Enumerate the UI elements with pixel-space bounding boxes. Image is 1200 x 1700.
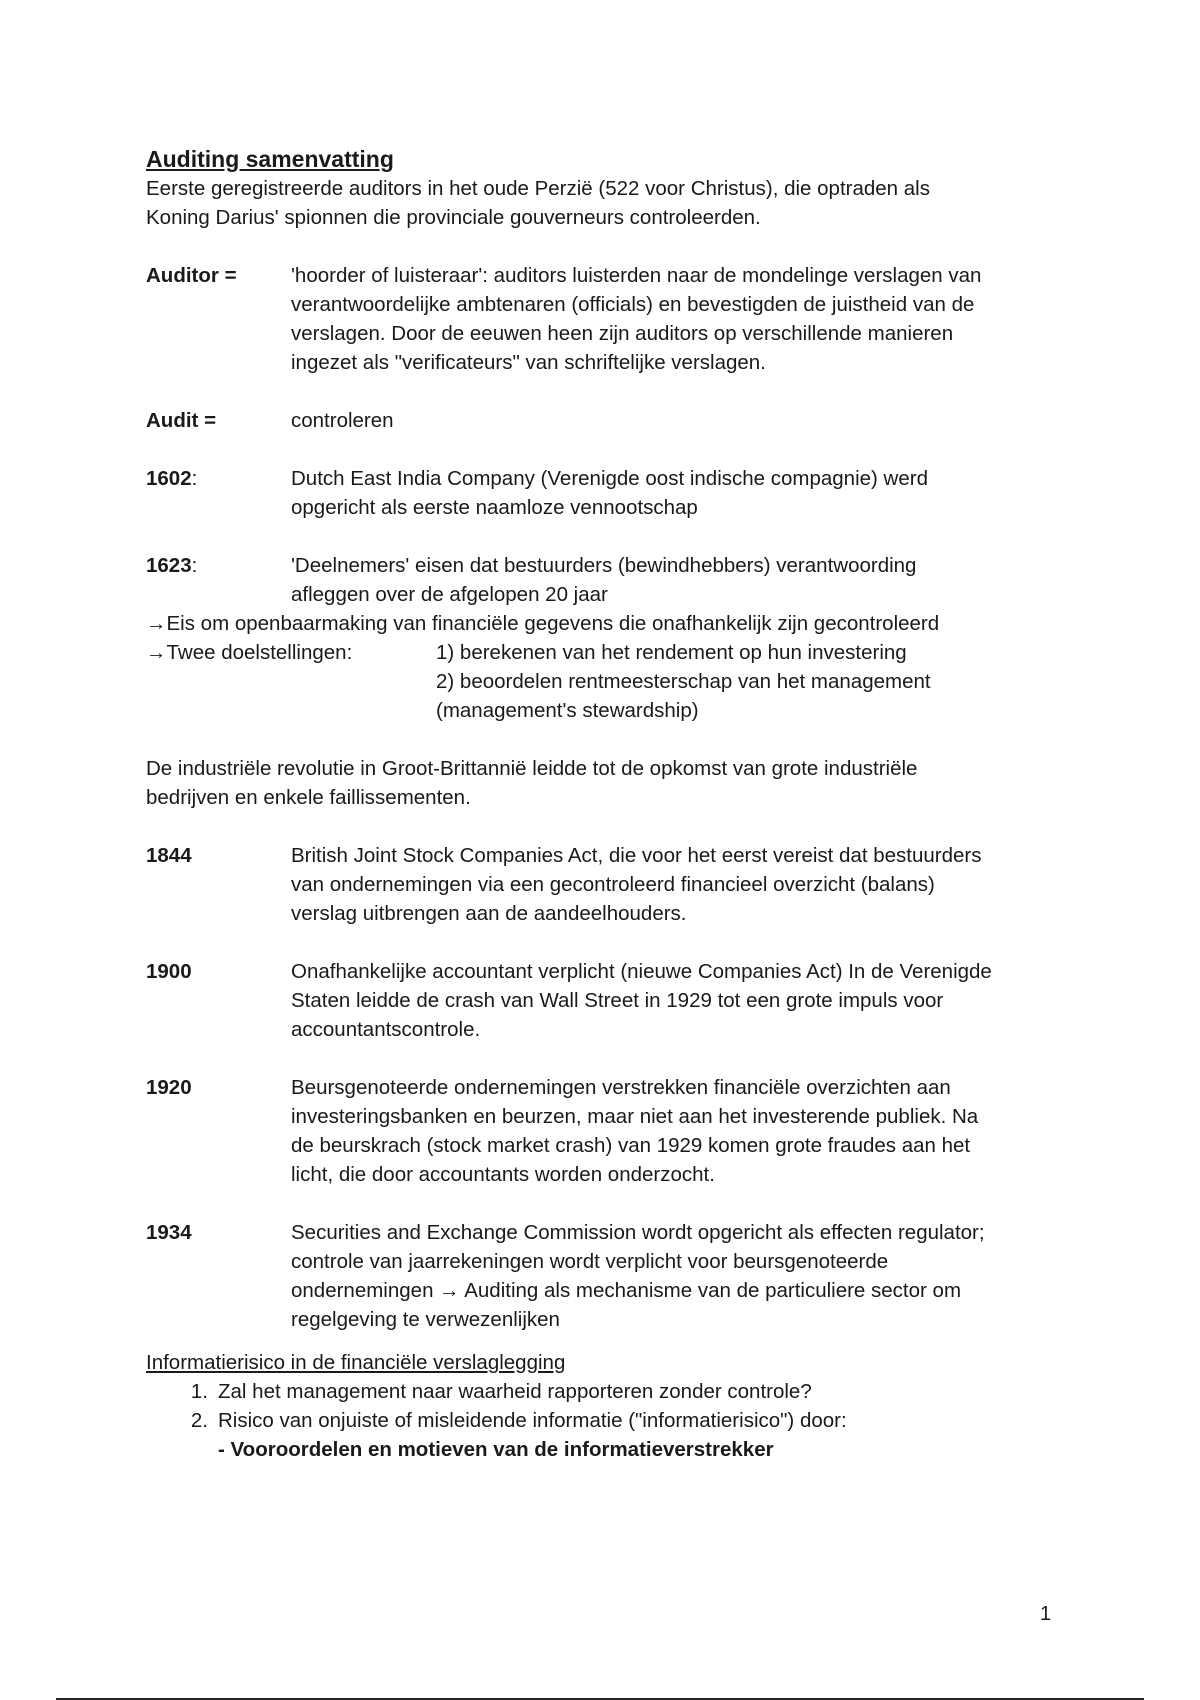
definition-term: Audit = [146,409,217,432]
timeline-entry-1623 [146,551,1066,609]
timeline-year: 1844 [146,844,192,867]
timeline-line: accountantscontrole. [291,1018,481,1041]
timeline-entry-1900 [146,957,1066,1044]
risk-section-heading: Informatierisico in de financiële verslaglegging [146,1351,566,1374]
timeline-line: ondernemingen → Auditing als mechanisme van de particuliere sector om [291,1279,962,1302]
timeline-entry-1934 [146,1218,1066,1334]
timeline-line: Onafhankelijke accountant verplicht (nieuwe Companies Act) In de Verenigde [291,960,992,983]
goal-item: (management's stewardship) [436,699,699,722]
definition-line: 'hoorder of luisteraar': auditors luisterden naar de mondelinge verslagen van [291,264,982,287]
definition-audit [146,406,1066,435]
timeline-text [291,1218,1066,1334]
goals-block [146,638,1066,725]
disclosure-arrow-line: →Eis om openbaarmaking van financiële gegevens die onafhankelijk zijn gecontroleerd [146,612,940,635]
goals-label: →Twee doelstellingen: [146,641,353,664]
timeline-line: Securities and Exchange Commission wordt opgericht als effecten regulator; [291,1221,985,1244]
definition-text: controleren [291,409,394,432]
timeline-line: Beursgenoteerde ondernemingen verstrekken financiële overzichten aan [291,1076,951,1099]
timeline-text [291,1073,1066,1189]
industrial-line-1: De industriële revolutie in Groot-Brittannië leidde tot de opkomst van grote industriële [146,757,918,780]
document-title: Auditing samenvatting [146,146,394,172]
definition-line: verslagen. Door de eeuwen heen zijn auditors op verschillende manieren [291,322,954,345]
intro-line-1: Eerste geregistreerde auditors in het oude Perzië (522 voor Christus), die optraden als [146,177,930,200]
list-item [146,1377,1066,1406]
timeline-year: 1934 [146,1221,192,1244]
timeline-line: investeringsbanken en beurzen, maar niet aan het investerende publiek. Na [291,1105,979,1128]
definition-line: ingezet als "verificateurs" van schriftelijke verslagen. [291,351,766,374]
timeline-line: opgericht als eerste naamloze vennootschap [291,496,698,519]
goals-list [436,638,1066,725]
timeline-year: 1920 [146,1076,192,1099]
timeline-line: 'Deelnemers' eisen dat bestuurders (bewindhebbers) verantwoording [291,554,917,577]
timeline-text [291,464,1066,522]
timeline-line: controle van jaarrekeningen wordt verplicht voor beursgenoteerde [291,1250,889,1273]
list-item-text: Zal het management naar waarheid rapporteren zonder controle? [218,1380,812,1403]
document-page [146,144,1066,1464]
definition-text [291,261,1066,377]
timeline-entry-1920 [146,1073,1066,1189]
industrial-line-2: bedrijven en enkele faillissementen. [146,786,471,809]
timeline-text [291,551,1066,609]
timeline-year: 1602: [146,467,198,490]
timeline-entry-1844 [146,841,1066,928]
timeline-line: Dutch East India Company (Verenigde oost indische compagnie) werd [291,467,928,490]
risk-list [146,1377,1066,1435]
risk-bold-subitem: - Vooroordelen en motieven van de informatieverstrekker [218,1438,774,1461]
list-item [146,1406,1066,1435]
definition-term: Auditor = [146,264,237,287]
timeline-line: verslag uitbrengen aan de aandeelhouders. [291,902,687,925]
goal-item: 2) beoordelen rentmeesterschap van het management [436,670,931,693]
timeline-line: licht, die door accountants worden onderzocht. [291,1163,715,1186]
goal-item: 1) berekenen van het rendement op hun investering [436,641,907,664]
list-number: 1. [190,1380,208,1403]
timeline-line: afleggen over de afgelopen 20 jaar [291,583,608,606]
timeline-line: van ondernemingen via een gecontroleerd financieel overzicht (balans) [291,873,935,896]
timeline-line: British Joint Stock Companies Act, die voor het eerst vereist dat bestuurders [291,844,982,867]
list-number: 2. [190,1409,208,1432]
timeline-year: 1900 [146,960,192,983]
timeline-year: 1623: [146,554,198,577]
timeline-text [291,841,1066,928]
intro-line-2: Koning Darius' spionnen die provinciale gouverneurs controleerden. [146,206,761,229]
list-item-text: Risico van onjuiste of misleidende informatie ("informatierisico") door: [218,1409,847,1432]
timeline-line: de beurskrach (stock market crash) van 1929 komen grote fraudes aan het [291,1134,971,1157]
timeline-line: regelgeving te verwezenlijken [291,1308,560,1331]
timeline-text [291,957,1066,1044]
page-number: 1 [1040,1603,1052,1625]
timeline-entry-1602 [146,464,1066,522]
definition-line: verantwoordelijke ambtenaren (officials) en bevestigden de juistheid van de [291,293,975,316]
definition-auditor [146,261,1066,377]
timeline-line: Staten leidde de crash van Wall Street in 1929 tot een grote impuls voor [291,989,944,1012]
